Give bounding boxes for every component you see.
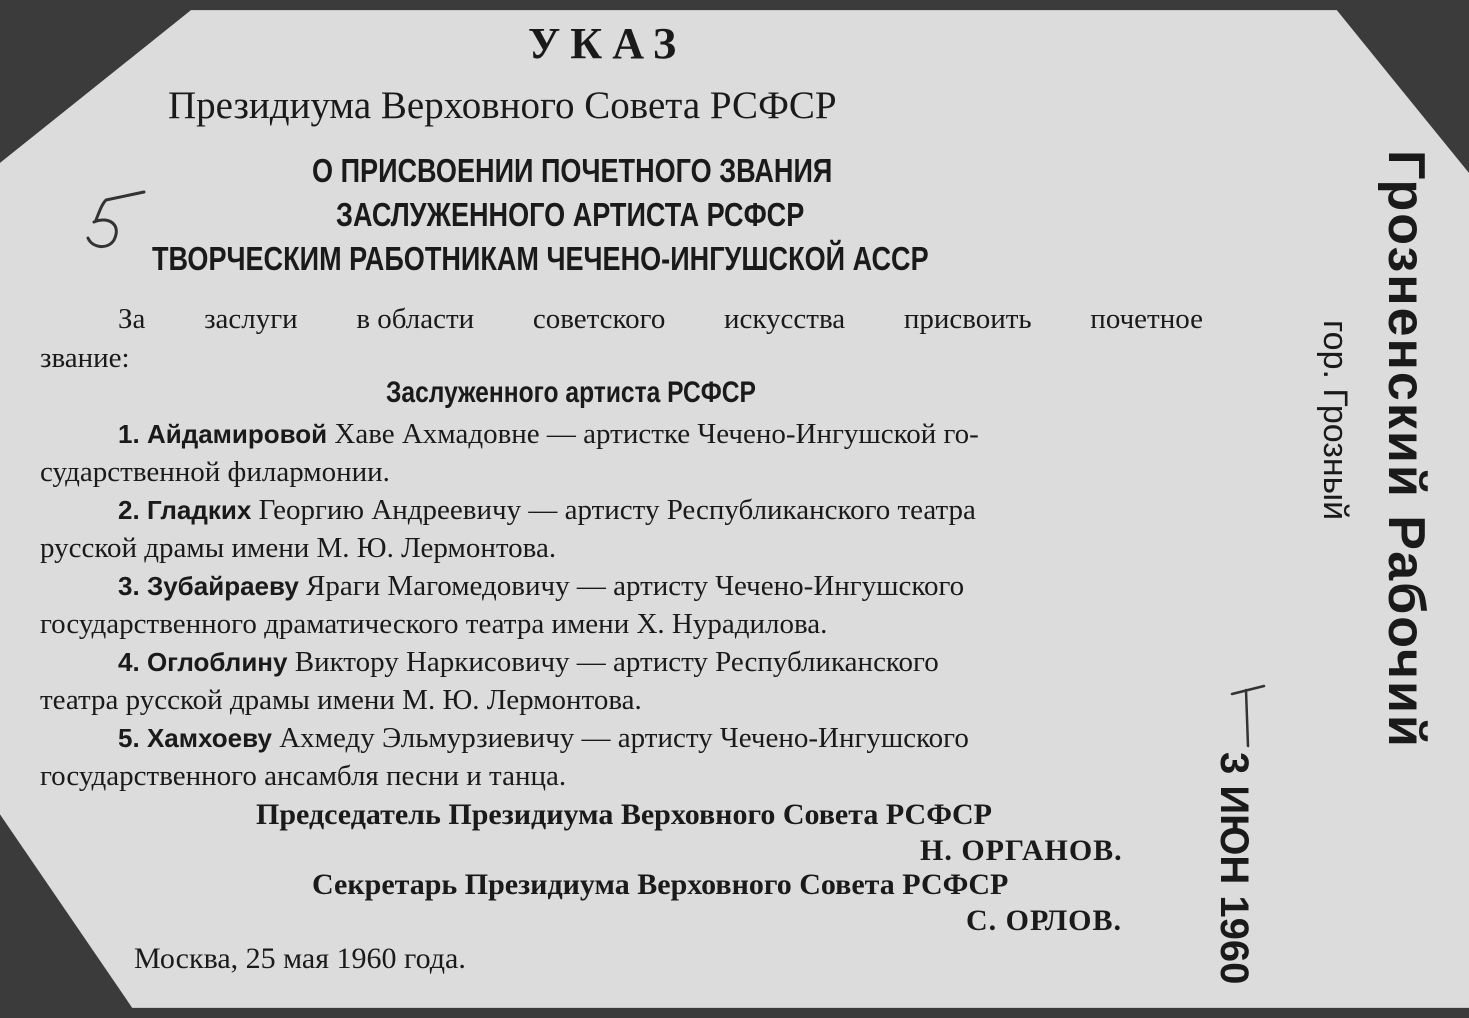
intro-word: За [118, 303, 146, 335]
secretary-name: С. ОРЛОВ. [966, 904, 1123, 937]
intro-word: искусства [723, 303, 846, 335]
list-item-2-line-1 [118, 496, 1283, 525]
item-surname: Гладких [146, 495, 252, 525]
item-number: 1. [118, 419, 140, 449]
city-stamp: гор. Грозный [1316, 320, 1354, 521]
date-stamp: 3 ИЮН 1960 [1212, 752, 1256, 985]
list-item-1-line-1 [118, 420, 1283, 449]
item-surname: Зубайраеву [146, 571, 299, 601]
intro-word: в области [356, 303, 475, 335]
intro-word: почетное [1090, 303, 1203, 335]
item-number: 3. [118, 571, 140, 601]
intro-word: советского [532, 303, 666, 335]
item-number: 5. [118, 723, 140, 753]
chairman-name: Н. ОРГАНОВ. [920, 834, 1123, 867]
item-text: Виктору Наркисовичу — артисту Республиканского [294, 646, 939, 678]
heading-line-2: ЗАСЛУЖЕННОГО АРТИСТА РСФСР [336, 196, 805, 233]
intro-word: заслуги [204, 303, 298, 335]
item-text: Ахмеду Эльмурзиевичу — артисту Чечено-Ингушского [279, 722, 969, 754]
list-item-5-line-2: государственного ансамбля песни и танца. [40, 760, 567, 792]
list-item-4-line-1 [118, 648, 1283, 677]
item-number: 4. [118, 647, 140, 677]
list-item-3-line-2: государственного драматического театра имени Х. Нурадилова. [40, 608, 828, 640]
newspaper-stamp: Грозненский Рабочий [1377, 150, 1435, 749]
heading-line-1: О ПРИСВОЕНИИ ПОЧЕТНОГО ЗВАНИЯ [312, 152, 833, 189]
item-surname: Оглоблину [146, 647, 288, 677]
intro-line-1 [118, 305, 1203, 334]
heading-line-3: ТВОРЧЕСКИМ РАБОТНИКАМ ЧЕЧЕНО-ИНГУШСКОЙ АССР [152, 240, 929, 277]
list-item-2-line-2: русской драмы имени М. Ю. Лермонтова. [40, 532, 557, 564]
list-item-3-line-1 [118, 572, 1283, 601]
list-item-1-line-2: сударственной филармонии. [40, 456, 390, 488]
item-text: Хаве Ахмадовне — артистке Чечено-Ингушской го- [334, 418, 979, 450]
list-item-4-line-2: театра русской драмы имени М. Ю. Лермонтова. [40, 684, 642, 716]
secretary-title: Секретарь Президиума Верховного Совета РСФСР [312, 868, 1009, 901]
intro-line-2: звание: [40, 342, 130, 374]
place-date: Москва, 25 мая 1960 года. [134, 942, 466, 975]
item-surname: Хамхоеву [146, 723, 272, 753]
chairman-title: Председатель Президиума Верховного Совета РСФСР [256, 798, 992, 831]
item-number: 2. [118, 495, 140, 525]
decree-subtitle: Президиума Верховного Совета РСФСР [168, 84, 837, 127]
item-text: Яраги Магомедовичу — артисту Чечено-Ингушского [306, 570, 965, 602]
handwritten-mark [1224, 680, 1274, 750]
handwritten-number [78, 186, 158, 266]
decree-title: УКАЗ [528, 19, 687, 68]
intro-word: присвоить [903, 303, 1032, 335]
item-surname: Айдамировой [146, 419, 328, 449]
item-text: Георгию Андреевичу — артисту Республиканского театра [258, 494, 976, 526]
list-item-5-line-1 [118, 724, 1283, 753]
award-title-heading: Заслуженного артиста РСФСР [386, 376, 756, 409]
